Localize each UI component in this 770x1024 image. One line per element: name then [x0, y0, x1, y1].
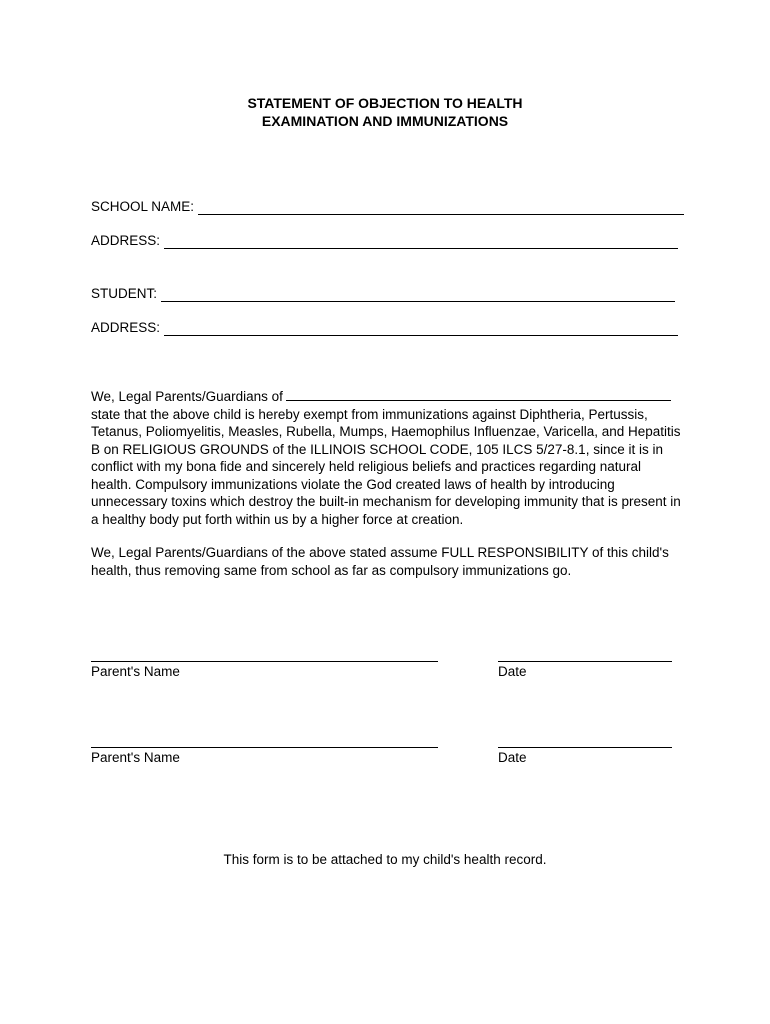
page-title — [0, 94, 770, 130]
parent-name-label-2: Parent's Name — [91, 750, 180, 765]
date-signature-line-1[interactable] — [498, 661, 672, 662]
school-name-input-line[interactable] — [198, 201, 684, 215]
student-field — [91, 286, 675, 302]
responsibility-text: We, Legal Parents/Guardians of the above stated assume FULL RESPONSIBILITY of this child's health, thus removing same from school as far as compulsory immunizations go. — [91, 545, 669, 578]
school-address-field — [91, 233, 678, 249]
student-address-label: ADDRESS: — [91, 320, 161, 335]
statement-paragraph — [91, 388, 681, 528]
school-address-input-line[interactable] — [164, 235, 678, 249]
date-label-1: Date — [498, 664, 527, 679]
responsibility-paragraph — [91, 544, 681, 579]
parent-name-signature-line-1[interactable] — [91, 661, 438, 662]
student-label: STUDENT: — [91, 286, 158, 301]
statement-intro: We, Legal Parents/Guardians of — [91, 389, 283, 404]
title-line-2: EXAMINATION AND IMMUNIZATIONS — [261, 113, 509, 129]
parent-name-signature-line-2[interactable] — [91, 747, 438, 748]
statement-body: state that the above child is hereby exempt from immunizations against Diphtheria, Pertussis, Tetanus, Poliomyelitis, Measles, Rubella, Mumps, Haemophilus Influenzae, Varicella, and Hepatitis B on RELIGIOUS GROUNDS of the ILLINOIS SCHOOL CODE, 105 ILCS 5/27-8.1, since it is in conflict with my bona fide and sincerely held religious beliefs and practices regarding natural health. Compulsory immunizations violate the God created laws of health by introducing unnecessary toxins which destroy the built-in mechanism for developing immunity that is present in a healthy body put forth within us by a higher force at creation. — [91, 406, 681, 527]
footer-note: This form is to be attached to my child's health record. — [223, 852, 547, 867]
school-name-field — [91, 199, 684, 215]
parent-name-label-1: Parent's Name — [91, 664, 180, 679]
title-line-1: STATEMENT OF OBJECTION TO HEALTH — [247, 95, 523, 111]
school-address-label: ADDRESS: — [91, 233, 161, 248]
date-label-2: Date — [498, 750, 527, 765]
child-name-input-line[interactable] — [286, 388, 671, 401]
student-input-line[interactable] — [161, 288, 675, 302]
school-name-label: SCHOOL NAME: — [91, 199, 195, 214]
student-address-input-line[interactable] — [164, 322, 678, 336]
date-signature-line-2[interactable] — [498, 747, 672, 748]
student-address-field — [91, 320, 678, 336]
